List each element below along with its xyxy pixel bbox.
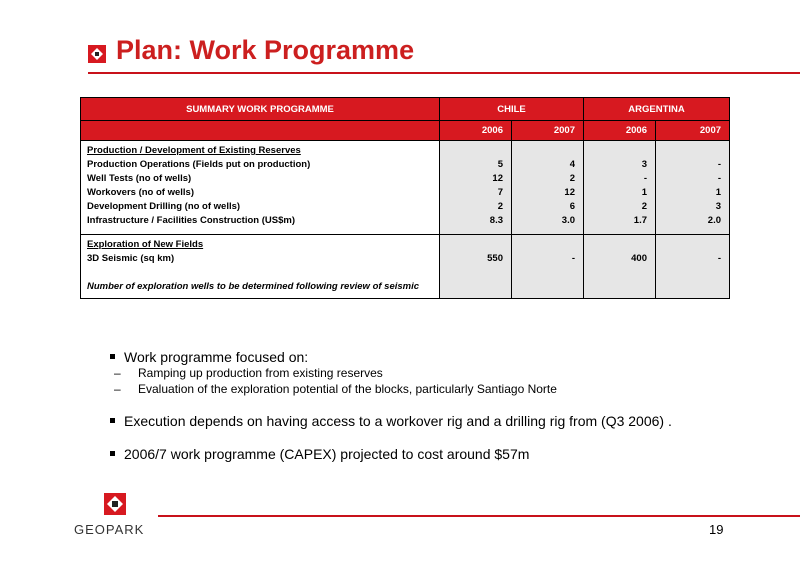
title-divider [88,72,800,74]
group-header-chile: CHILE [440,98,584,121]
page-title: Plan: Work Programme [116,35,415,65]
cell-value: 8.3 [489,215,503,226]
bullet-item [110,349,672,365]
cell-value: 3 [715,201,722,212]
table-header-row [81,98,730,121]
cell-value: 2 [497,201,503,212]
cell-value: 400 [631,253,647,264]
chile-2006-values [440,141,512,235]
cell-value: 7 [497,187,503,198]
work-programme-table [80,97,730,299]
argentina-2006-values [584,141,656,235]
year-row-blank [81,121,440,141]
cell-value: 550 [487,253,503,264]
year-header: 2007 [656,121,730,141]
geopark-square-icon [88,45,106,63]
cell-value: 2.0 [707,215,722,226]
cell-value: - [717,173,722,184]
cell-value: - [571,253,575,264]
cell-value: - [717,159,722,170]
square-bullet-icon [110,418,115,423]
exploration-labels [81,235,440,299]
sub-bullet-item [110,365,672,381]
cell-value: 3 [641,159,647,170]
chile-2006-exploration [440,235,512,299]
year-header: 2007 [512,121,584,141]
row-label: 3D Seismic (sq km) [87,253,175,264]
geopark-logo-icon [96,493,134,519]
dash-bullet-icon: – [114,366,121,380]
sub-bullet-item [110,381,672,397]
bullet-text: Work programme focused on: [124,349,309,365]
footer-divider [158,515,800,517]
cell-value: 3.0 [561,215,575,226]
argentina-2007-exploration [656,235,730,299]
bullet-item [110,446,672,462]
year-header: 2006 [584,121,656,141]
production-section [81,141,730,235]
summary-header: SUMMARY WORK PROGRAMME [81,98,440,121]
cell-value: - [643,173,647,184]
group-header-argentina: ARGENTINA [584,98,730,121]
row-label: Workovers (no of wells) [87,187,194,198]
company-logo-text: GEOPARK [74,522,145,537]
cell-value: 12 [492,173,503,184]
chile-2007-exploration [512,235,584,299]
square-bullet-icon [110,451,115,456]
chile-2007-values [512,141,584,235]
bullet-text: 2006/7 work programme (CAPEX) projected to cost around $57m [124,446,530,462]
cell-value: 4 [569,159,575,170]
year-header: 2006 [440,121,512,141]
production-labels [81,141,440,235]
table-year-row [81,121,730,141]
cell-value: 1 [641,187,647,198]
row-label: Development Drilling (no of wells) [87,201,241,212]
sub-bullet-text: Ramping up production from existing reserves [138,366,383,380]
square-bullet-icon [110,354,115,359]
row-label: Well Tests (no of wells) [87,173,192,184]
cell-value: 2 [641,201,647,212]
exploration-note: Number of exploration wells to be determined following review of seismic [87,281,420,292]
exploration-heading: Exploration of New Fields [87,239,204,250]
bullet-text: Execution depends on having access to a workover rig and a drilling rig from (Q3 2006) . [124,413,672,429]
sub-bullet-text: Evaluation of the exploration potential of the blocks, particularly Santiago Norte [138,382,557,396]
bullet-item [110,413,672,429]
cell-value: 12 [564,187,575,198]
cell-value: 1.7 [633,215,647,226]
argentina-2007-values [656,141,730,235]
bullet-list [110,349,672,462]
cell-value: 5 [497,159,503,170]
argentina-2006-exploration [584,235,656,299]
cell-value: 6 [569,201,575,212]
production-heading: Production / Development of Existing Reserves [87,145,301,156]
row-label: Infrastructure / Facilities Construction (US$m) [87,215,295,226]
cell-value: 1 [715,187,722,198]
dash-bullet-icon: – [114,382,121,396]
page-number: 19 [709,522,724,537]
exploration-section [81,235,730,299]
row-label: Production Operations (Fields put on production) [87,159,311,170]
cell-value: - [717,253,722,264]
cell-value: 2 [569,173,575,184]
